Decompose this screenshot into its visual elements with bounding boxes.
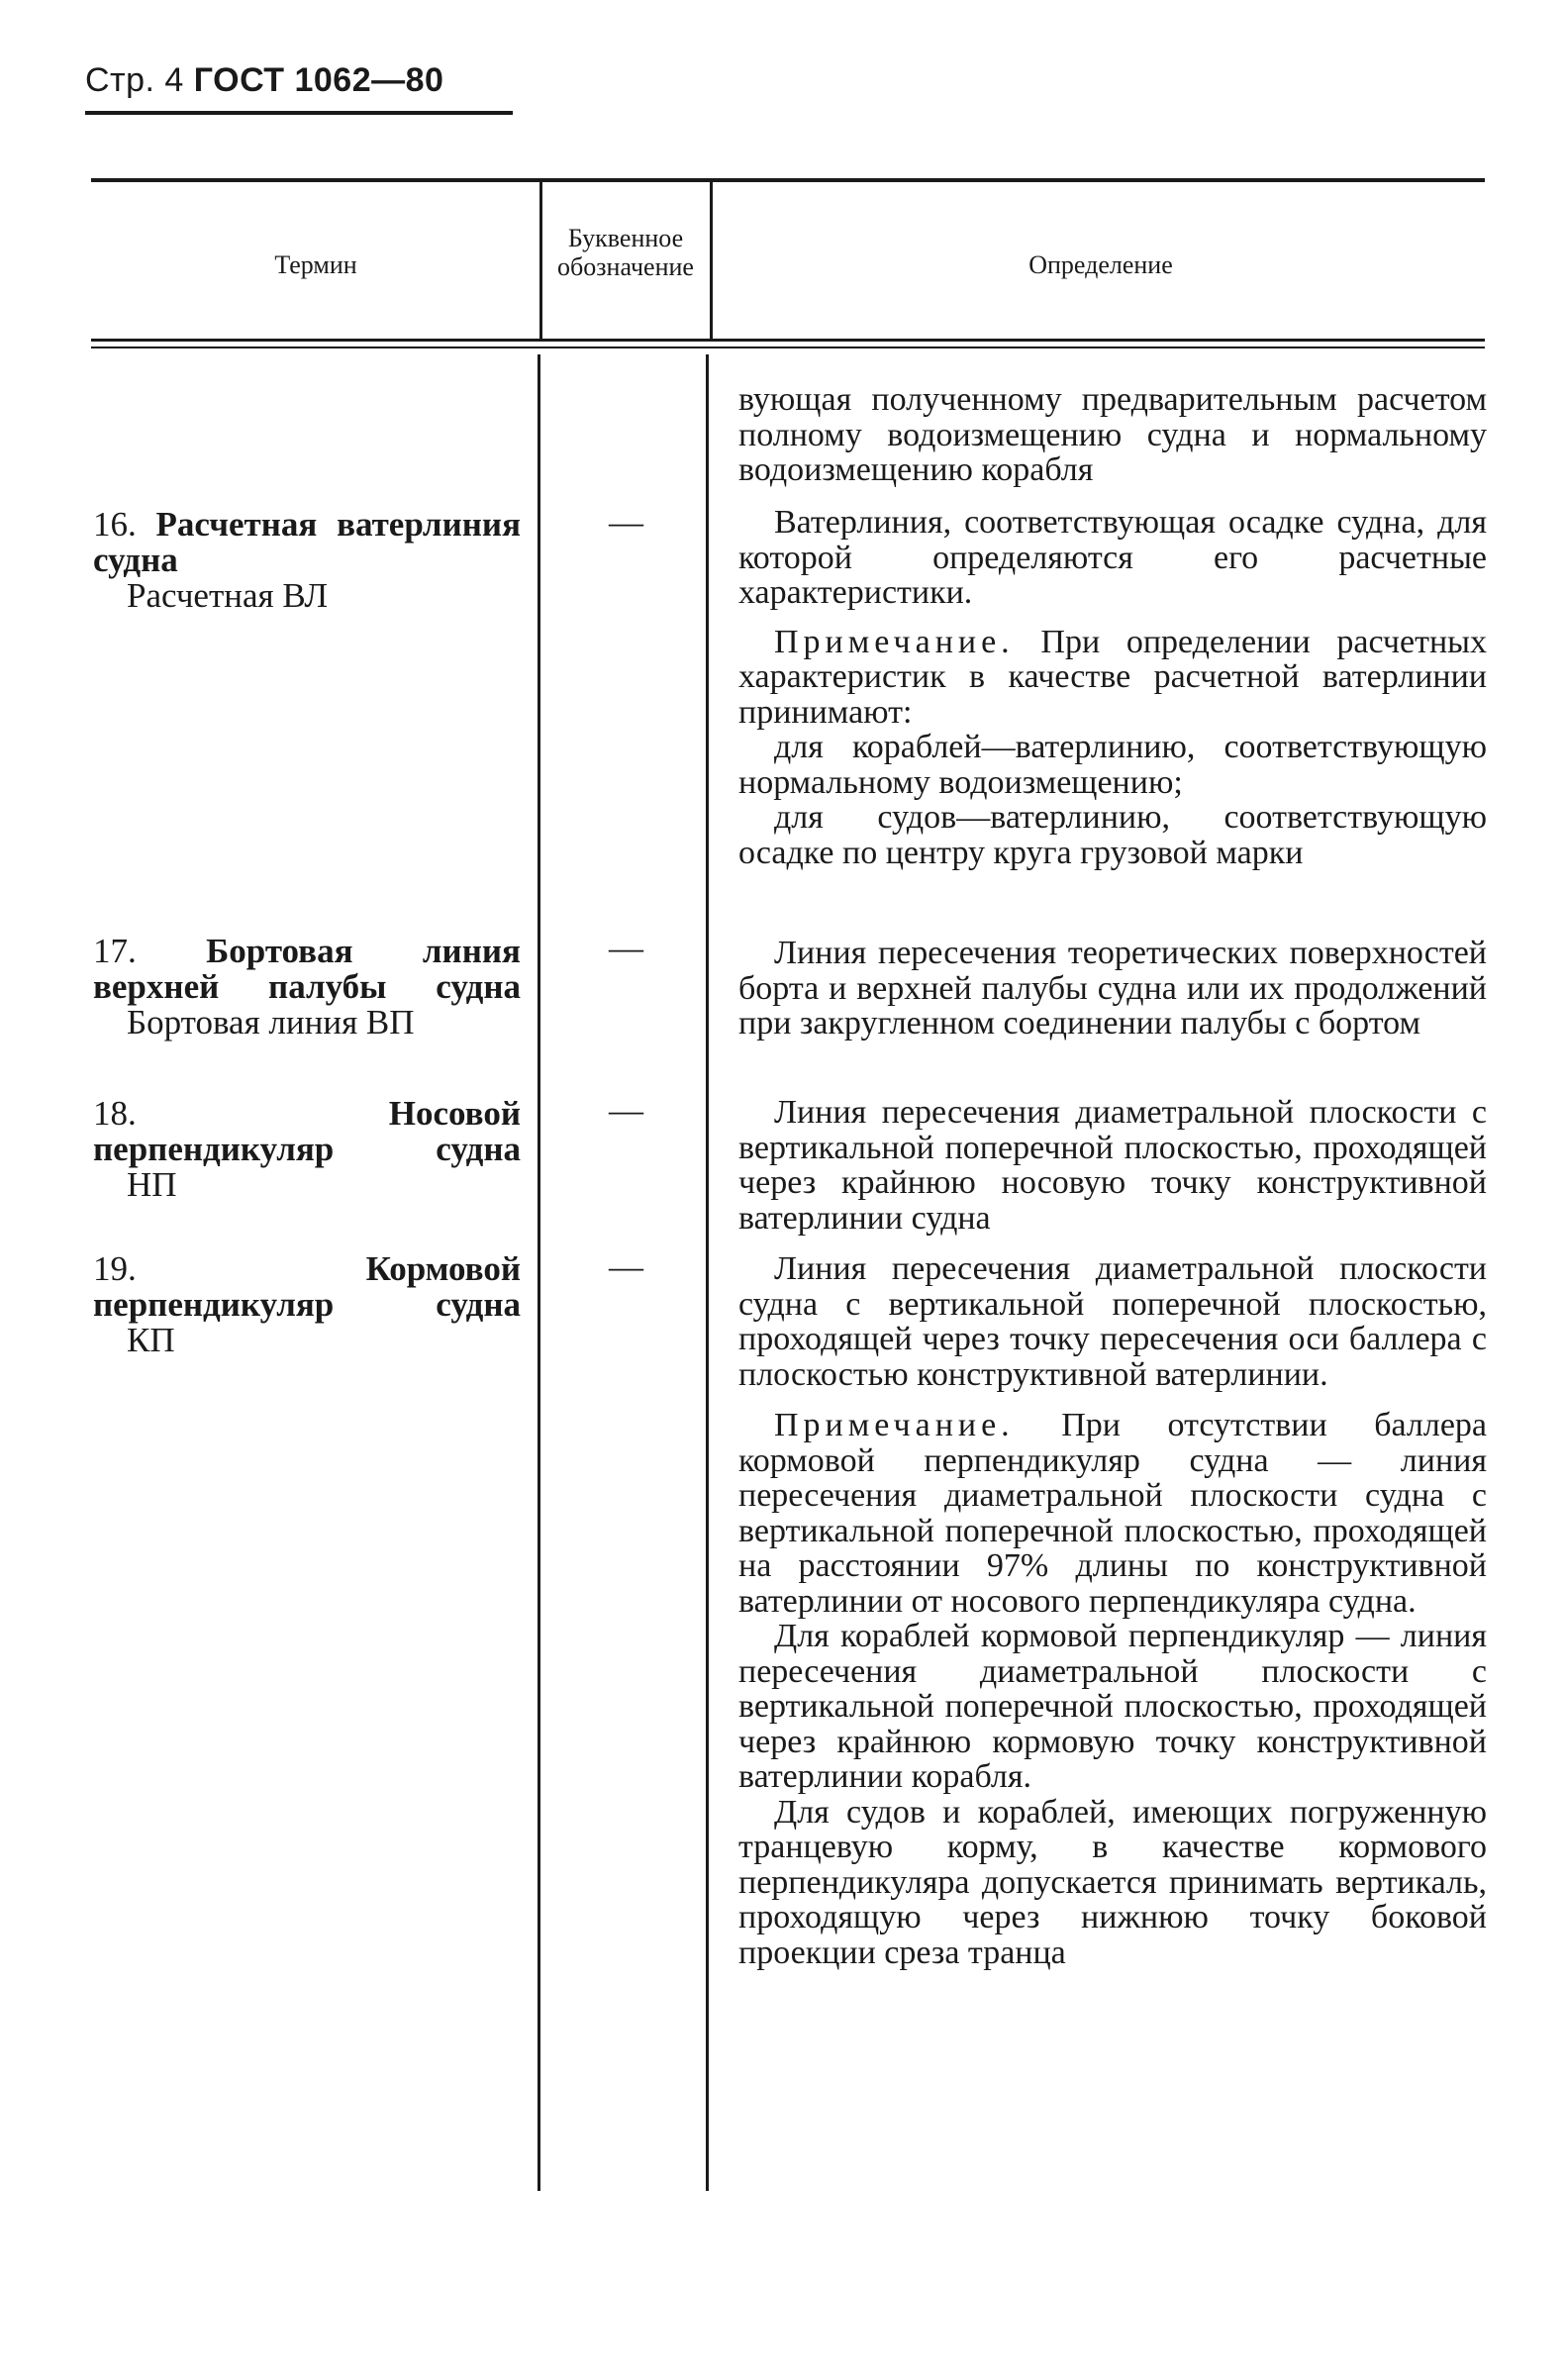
definition-row-18 (738, 1095, 1487, 1236)
definition-text: Ватерлиния, соответствующая осадке судна, для которой определяются его расчетные характеристики. (738, 504, 1487, 611)
header-bottom-rule-2 (91, 347, 1485, 348)
definition-text: Линия пересечения диаметральной плоскости судна с вертикальной поперечной плоскостью, проходящей через точку пересечения оси баллера с плоскостью конструктивной ватерлинии. (738, 1250, 1487, 1393)
term-abbreviation: Расчетная ВЛ (127, 576, 329, 615)
term-abbreviation: Бортовая линия ВП (127, 1003, 415, 1041)
definition-continuation (738, 382, 1487, 488)
definition-row-16 (738, 505, 1487, 870)
term-row-17 (93, 934, 521, 1041)
note-paragraph: для судов—ватерлинию, соответствующую осадке по центру круга грузовой марки (738, 799, 1487, 871)
note-label: Примечание. (774, 623, 1015, 660)
continuation-text: вующая полученному предварительным расчетом полному водоизмещению судна и нормальному водоизмещению корабля (738, 381, 1487, 488)
note-paragraph: Для кораблей кормовой перпендикуляр — линия пересечения диаметральной плоскости с вертикальной поперечной плоскостью, проходящей через крайнюю кормовую точку конструктивной ватерлинии корабля. (738, 1618, 1487, 1795)
term-name (93, 934, 521, 1005)
term-number: 18. (93, 1094, 137, 1133)
term-number: 17. (93, 932, 137, 970)
term-abbreviation: НП (127, 1165, 177, 1204)
term-row-18 (93, 1096, 521, 1203)
header-bottom-rule (91, 339, 1485, 342)
note-label: Примечание. (774, 1407, 1015, 1443)
table-top-rule (91, 178, 1485, 182)
body-divider-1 (538, 354, 540, 2191)
header-divider-2 (710, 182, 713, 339)
definition-text: Линия пересечения диаметральной плоскости с вертикальной поперечной плоскостью, проходящей через крайнюю носовую точку конструктивной ватерлинии судна (738, 1094, 1487, 1237)
document-code: ГОСТ 1062—80 (193, 61, 444, 99)
header-rule (85, 111, 513, 115)
note-paragraph (738, 625, 1487, 731)
page-number: Стр. 4 (85, 61, 184, 99)
term-text: Носовой перпендикуляр судна (93, 1094, 521, 1168)
note-paragraph: Для судов и кораблей, имеющих погруженную транцевую корму, в качестве кормового перпендикуляра допускается принимать вертикаль, проходящую через нижнюю точку боковой проекции среза транца (738, 1793, 1487, 1971)
term-number: 19. (93, 1249, 137, 1288)
term-name (93, 1096, 521, 1167)
definition-row-17 (738, 936, 1487, 1041)
term-name (93, 1251, 521, 1323)
term-text: Бортовая линия верхней палубы судна (93, 932, 521, 1006)
symbol-row-17: — (609, 929, 643, 967)
term-text: Расчетная ватерлиния судна (93, 505, 522, 579)
note-text: При определении расчетных характеристик в качестве расчетной ватерлинии принимают: (738, 623, 1487, 731)
note-text: При отсутствии баллера кормовой перпендикуляр судна — линия пересечения диаметральной плоскости судна с вертикальной поперечной плоскостью, проходящей на расстоянии 97% длины по конструктивной ватерлинии от носового перпендикуляра судна. (738, 1407, 1488, 1620)
symbol-row-19: — (609, 1247, 643, 1286)
symbol-row-18: — (609, 1091, 643, 1130)
note-paragraph: для кораблей—ватерлинию, соответствующую нормальному водоизмещению; (738, 729, 1487, 801)
term-text: Кормовой перпендикуляр судна (93, 1249, 521, 1324)
symbol-row-16: — (609, 503, 643, 542)
page-header (85, 61, 443, 100)
column-header-term: Термин (274, 250, 357, 279)
term-abbreviation: КП (127, 1321, 175, 1359)
column-header-symbol: Буквенное обозначение (557, 224, 694, 281)
term-row-16 (93, 507, 521, 614)
term-name (93, 507, 521, 578)
definition-text: Линия пересечения теоретических поверхностей борта и верхней палубы судна или их продолжений при закругленном соединении палубы с бортом (738, 935, 1487, 1041)
column-header-definition: Определение (1028, 250, 1173, 279)
term-number: 16. (93, 505, 137, 544)
definition-row-19 (738, 1251, 1487, 1970)
note-paragraph (738, 1408, 1487, 1619)
term-row-19 (93, 1251, 521, 1358)
